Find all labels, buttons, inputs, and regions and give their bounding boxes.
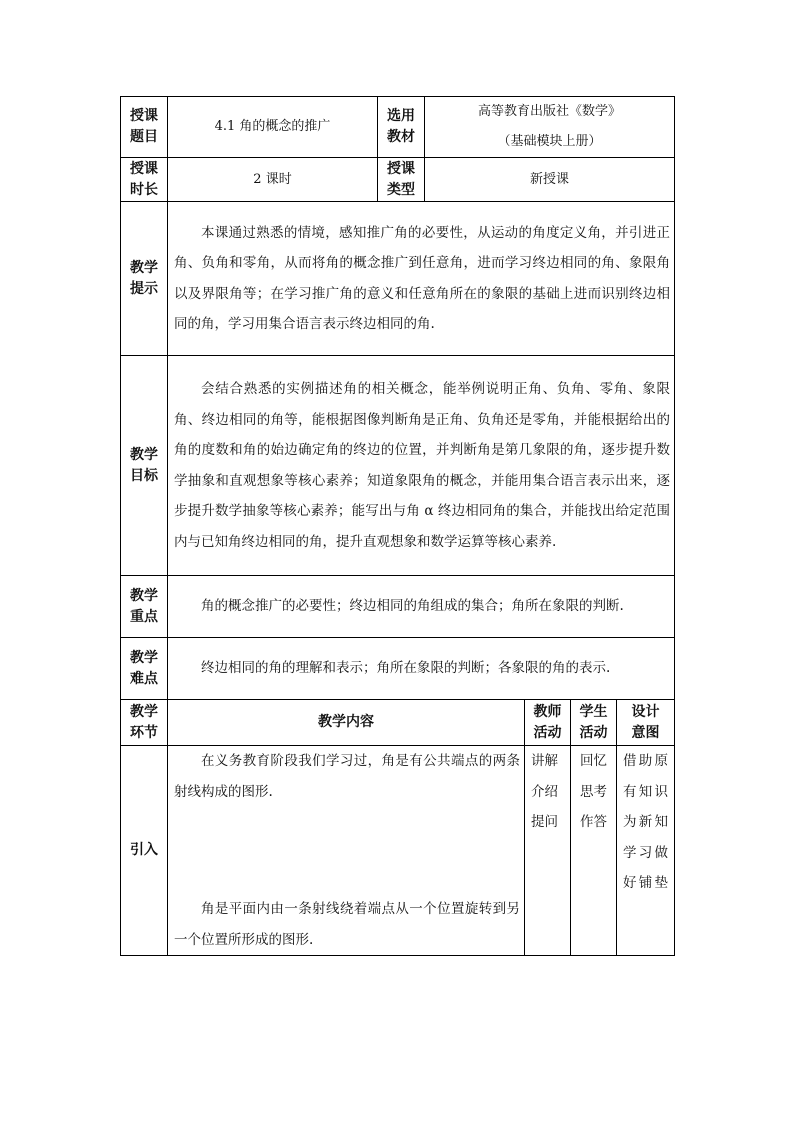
type-label: 授课 类型 <box>378 158 425 202</box>
textbook-value: 高等教育出版社《数学》 （基础模块上册） <box>425 97 675 158</box>
intro-content <box>168 746 525 956</box>
design-header: 设计 意图 <box>617 700 675 746</box>
duration-value: 2 课时 <box>168 158 378 202</box>
key-points-text: 角的概念推广的必要性；终边相同的角组成的集合；角所在象限的判断. <box>168 576 675 638</box>
difficulties-label: 教学 难点 <box>121 638 168 700</box>
intro-design-intent: 借助原 有知识 为新知 学习做 好铺垫 <box>617 746 675 956</box>
key-points-label: 教学 重点 <box>121 576 168 638</box>
process-header-row <box>121 700 675 746</box>
intro-content-1: 在义务教育阶段我们学习过，角是有公共端点的两条射线构成的图形. <box>174 753 520 800</box>
difficulties-row <box>121 638 675 700</box>
intro-student-activity: 回忆 思考 作答 <box>571 746 617 956</box>
content-header: 教学内容 <box>168 700 525 746</box>
lesson-plan-table <box>120 96 675 956</box>
intro-stage: 引入 <box>121 746 168 956</box>
goals-row <box>121 356 675 576</box>
topic-label: 授课 题目 <box>121 97 168 158</box>
duration-row <box>121 158 675 202</box>
hints-label: 教学 提示 <box>121 202 168 356</box>
hints-row <box>121 202 675 356</box>
duration-label: 授课 时长 <box>121 158 168 202</box>
goals-text: 会结合熟悉的实例描述角的相关概念，能举例说明正角、负角、零角、象限角、终边相同的角等，能根据图像判断角是正角、负角还是零角，并能根据给出的角的度数和角的始边确定角的终边的位置，并判断角是第几象限的角，逐步提升数学抽象和直观想象等核心素养；知道象限角的概念，并能用集合语言表示出来，逐步提升数学抽象等核心素养；能写出与角 α 终边相同角的集合，并能找出给定范围内与已知角终边相同的角，提升直观想象和数学运算等核心素养. <box>168 356 675 576</box>
key-points-row <box>121 576 675 638</box>
intro-content-2: 角是平面内由一条射线绕着端点从一个位置旋转到另一个位置所形成的图形. <box>174 901 520 948</box>
hints-text: 本课通过熟悉的情境，感知推广角的必要性，从运动的角度定义角，并引进正角、负角和零角，从而将角的概念推广到任意角，进而学习终边相同的角、象限角以及界限角等；在学习推广角的意义和任意角所在的象限的基础上进而识别终边相同的角，学习用集合语言表示终边相同的角. <box>168 202 675 356</box>
teacher-header: 教师 活动 <box>525 700 571 746</box>
textbook-label: 选用 教材 <box>378 97 425 158</box>
difficulties-text: 终边相同的角的理解和表示；角所在象限的判断；各象限的角的表示. <box>168 638 675 700</box>
type-value: 新授课 <box>425 158 675 202</box>
stage-header: 教学 环节 <box>121 700 168 746</box>
goals-label: 教学 目标 <box>121 356 168 576</box>
student-header: 学生 活动 <box>571 700 617 746</box>
topic-value: 4.1 角的概念的推广 <box>168 97 378 158</box>
intro-teacher-activity: 讲解 介绍 提问 <box>525 746 571 956</box>
intro-row <box>121 746 675 956</box>
topic-row <box>121 97 675 158</box>
